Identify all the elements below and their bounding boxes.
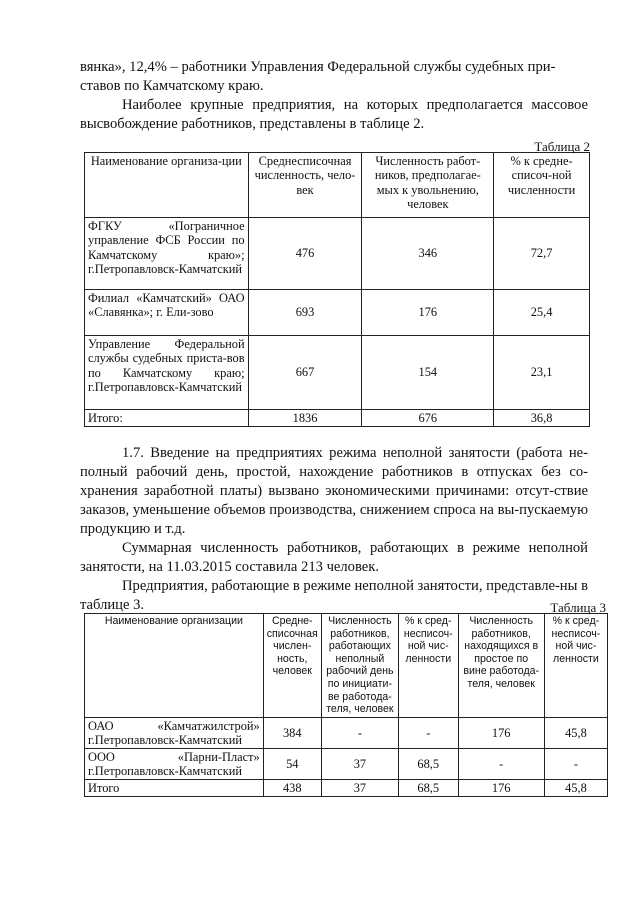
table3-row2-city: г.Петропавловск-Камчатский bbox=[88, 763, 243, 778]
table3-caption: Таблица 3 bbox=[550, 600, 606, 615]
table3-row2-idle: - bbox=[458, 748, 544, 779]
table3-header-row bbox=[85, 614, 608, 718]
table3-row1-pct2: 45,8 bbox=[544, 717, 607, 748]
table2-row2-pct: 25,4 bbox=[494, 290, 590, 336]
table2-header-pct: % к средне-списоч-ной численности bbox=[494, 153, 590, 218]
intro-line-1: вянка», 12,4% – работники Управления Федеральной службы судебных при- bbox=[80, 59, 556, 75]
table-3 bbox=[84, 613, 608, 797]
table2-total-label: Итого: bbox=[85, 410, 249, 427]
table2-total-pct: 36,8 bbox=[494, 410, 590, 427]
table2-total-avg: 1836 bbox=[248, 410, 362, 427]
table3-total-label: Итого bbox=[85, 779, 264, 796]
table3-row1-name bbox=[85, 717, 264, 748]
table3-total-avg: 438 bbox=[263, 779, 321, 796]
table2-header-dismiss: Численность работ-ников, предполагае-мых к увольнению, человек bbox=[362, 153, 494, 218]
table3-row2-pct2: - bbox=[544, 748, 607, 779]
table3-total-part-time: 37 bbox=[321, 779, 398, 796]
table2-row3-avg: 667 bbox=[248, 336, 362, 410]
table3-total-row bbox=[85, 779, 608, 796]
table3-header-avg: Средне-списочная числен-ность, человек bbox=[263, 614, 321, 718]
table3-header-part-time: Численность работников, работающих неполный рабочий день по инициати-ве работода-теля, человек bbox=[321, 614, 398, 718]
table-row bbox=[85, 218, 590, 290]
table-row bbox=[85, 748, 608, 779]
table3-row1-avg: 384 bbox=[263, 717, 321, 748]
intro-line-2: ставов по Камчатскому краю. bbox=[80, 78, 264, 94]
table2-total-row bbox=[85, 410, 590, 427]
table3-row2-avg: 54 bbox=[263, 748, 321, 779]
table2-header-name: Наименование организа-ции bbox=[85, 153, 249, 218]
table2-row2-name: Филиал «Камчатский» ОАО «Славянка»; г. Ели-зово bbox=[85, 290, 249, 336]
table3-header-pct1: % к сред-несписоч-ной чис-ленности bbox=[398, 614, 458, 718]
table2-header-row bbox=[85, 153, 590, 218]
table3-row1-org-type: ОАО bbox=[88, 718, 114, 733]
table2-row2-avg: 693 bbox=[248, 290, 362, 336]
intro-paragraph: Наиболее крупные предприятия, на которых предполагается массовое высвобождение работников, представлены в таблице 2. bbox=[80, 97, 588, 132]
table2-row1-name: ФГКУ «Пограничное управление ФСБ России по Камчатскому краю»; г.Петропавловск-Камчатский bbox=[85, 218, 249, 290]
table-row bbox=[85, 717, 608, 748]
table3-row2-org-name: «Парни-Пласт» bbox=[177, 749, 260, 764]
table-2 bbox=[84, 152, 590, 427]
table-row bbox=[85, 290, 590, 336]
table3-row2-pct1: 68,5 bbox=[398, 748, 458, 779]
table3-total-pct1: 68,5 bbox=[398, 779, 458, 796]
table3-row2-org-type: ООО bbox=[88, 749, 115, 764]
table3-header-pct2: % к сред-несписоч-ной чис-ленности bbox=[544, 614, 607, 718]
table3-row1-idle: 176 bbox=[458, 717, 544, 748]
table-row bbox=[85, 336, 590, 410]
table2-row3-dismiss: 154 bbox=[362, 336, 494, 410]
table2-row1-dismiss: 346 bbox=[362, 218, 494, 290]
table2-row1-pct: 72,7 bbox=[494, 218, 590, 290]
table3-row1-part-time: - bbox=[321, 717, 398, 748]
table3-row2-name bbox=[85, 748, 264, 779]
table3-header-name: Наименование организации bbox=[85, 614, 264, 718]
part-time-total-paragraph: Суммарная численность работников, работающих в режиме неполной занятости, на 11.03.2015 составила 213 человек. bbox=[80, 540, 588, 575]
table3-total-pct2: 45,8 bbox=[544, 779, 607, 796]
table3-row1-city: г.Петропавловск-Камчатский bbox=[88, 732, 243, 747]
table3-intro-paragraph: Предприятия, работающие в режиме неполной занятости, представле-ны в таблице 3. bbox=[80, 578, 588, 613]
table2-row3-name: Управление Федеральной службы судебных приста-вов по Камчатскому краю; г.Петропавловск-Камчатский bbox=[85, 336, 249, 410]
table2-header-avg: Среднесписочная численность, чело-век bbox=[248, 153, 362, 218]
table3-row1-pct1: - bbox=[398, 717, 458, 748]
table3-total-idle: 176 bbox=[458, 779, 544, 796]
table3-row2-part-time: 37 bbox=[321, 748, 398, 779]
table2-row2-dismiss: 176 bbox=[362, 290, 494, 336]
table3-row1-org-name: «Камчатжилстрой» bbox=[157, 718, 260, 733]
table2-caption: Таблица 2 bbox=[534, 139, 590, 154]
table2-total-dismiss: 676 bbox=[362, 410, 494, 427]
table2-row3-pct: 23,1 bbox=[494, 336, 590, 410]
section-1-7-paragraph: 1.7. Введение на предприятиях режима неполной занятости (работа не-полный рабочий день, простой, нахождение работников в отпусках без со-хранения заработной платы) вызвано экономическими причинами: отсут-ствие заказов, уменьшение объемов производства, снижением спроса на вы-пускаемую продукцию и т.д. bbox=[80, 445, 588, 537]
table2-row1-avg: 476 bbox=[248, 218, 362, 290]
table3-header-idle: Численность работников, находящихся в простое по вине работода-теля, человек bbox=[458, 614, 544, 718]
